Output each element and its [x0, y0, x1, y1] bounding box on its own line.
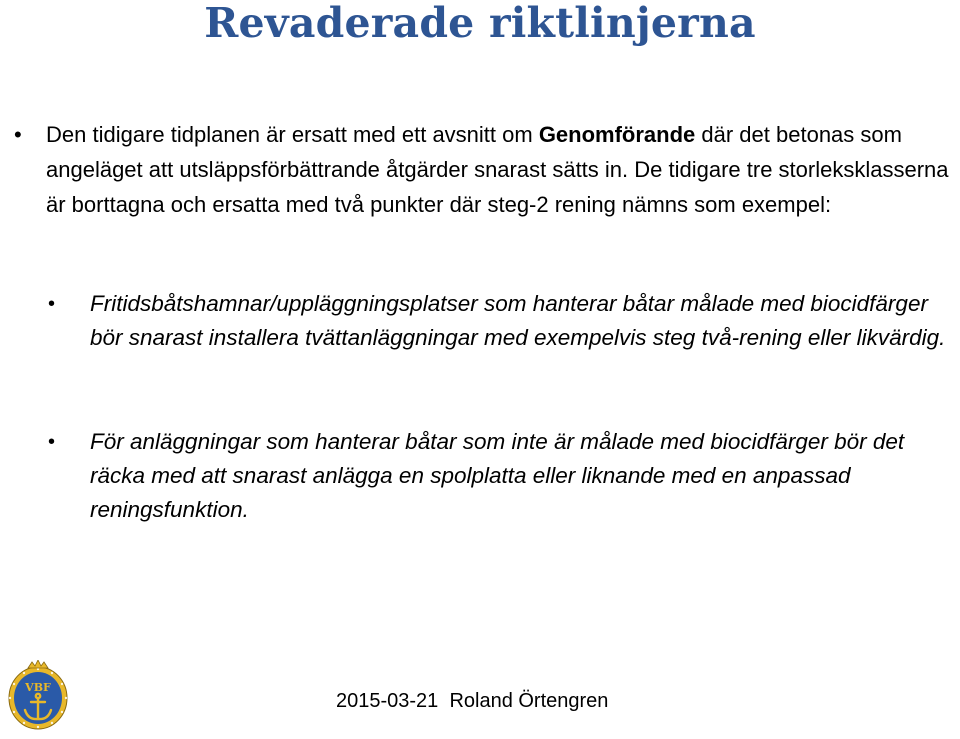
- bullet-dot: •: [48, 431, 56, 453]
- sub-bullet-text: Fritidsbåtshamnar/uppläggningsplatser som hanterar båtar målade med biocidfärger bör snarast installera tvättanläggningar med exempelvis steg två-rening eller likvärdig.: [90, 291, 946, 350]
- bullet-dot: •: [48, 293, 56, 315]
- bullet-dot: •: [14, 122, 22, 147]
- main-bullet-part2: där det betonas som angeläget att utsläppsförbättrande åtgärder snarast sätts in. De tidigare tre storleksklasserna är borttagna och ersatta med två punkter där steg-2 rening nämns som exempel:: [46, 122, 949, 217]
- slide-title: [0, 0, 960, 46]
- vbf-logo: [6, 660, 70, 732]
- main-bullet-bold: Genomförande: [538, 122, 696, 147]
- slide-title-text: Revaderade riktlinjerna: [204, 0, 756, 47]
- footer-author: Roland Örtengren: [449, 690, 609, 712]
- footer-date: 2015-03-21: [336, 690, 439, 712]
- anchor-icon: [6, 660, 70, 732]
- main-bullet-text: [46, 117, 951, 222]
- logo-text: VBF: [25, 681, 51, 694]
- footer: [336, 688, 608, 714]
- main-bullet-part1: Den tidigare tidplanen är ersatt med ett avsnitt om: [46, 122, 539, 147]
- sub-bullet-text: För anläggningar som hanterar båtar som inte är målade med biocidfärger bör det räcka med att snarast anlägga en spolplatta eller liknande med en anpassad reningsfunktion.: [90, 429, 905, 522]
